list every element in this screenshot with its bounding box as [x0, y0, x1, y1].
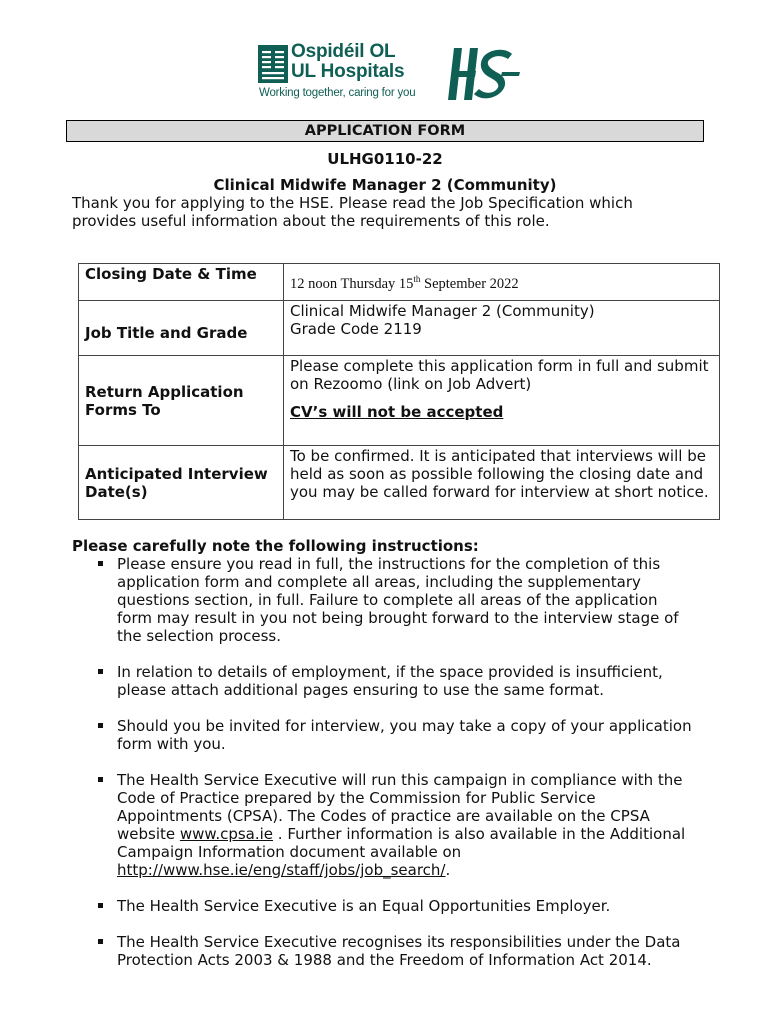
- ul-hospitals-name: [291, 42, 404, 82]
- closing-date-label: Closing Date & Time: [79, 264, 284, 301]
- reference-number: ULHG0110-22: [327, 150, 443, 168]
- instructions-heading: Please carefully note the following instructions:: [72, 537, 479, 555]
- job-title-heading: Clinical Midwife Manager 2 (Community): [213, 176, 557, 194]
- intro-line: provides useful information about the requirements of this role.: [72, 212, 550, 230]
- intro-text: [72, 194, 712, 230]
- form-title: APPLICATION FORM: [66, 120, 704, 142]
- intro-line: Thank you for applying to the HSE. Please read the Job Specification which: [72, 194, 633, 212]
- ul-hospitals-tagline: Working together, caring for you: [259, 87, 416, 99]
- list-item: Should you be invited for interview, you may take a copy of your application form with you.: [96, 717, 720, 753]
- interview-dates-label: Anticipated Interview Date(s): [79, 446, 284, 520]
- bullet-icon: [98, 777, 103, 782]
- row-interview-dates: [79, 446, 720, 520]
- row-return-forms: [79, 356, 720, 446]
- hse-job-search-link[interactable]: http://www.hse.ie/eng/staff/jobs/job_search/: [117, 861, 446, 879]
- cpsa-website-link[interactable]: www.cpsa.ie: [179, 825, 274, 843]
- job-title-value: Clinical Midwife Manager 2 (Community) Grade Code 2119: [284, 301, 720, 356]
- list-item: The Health Service Executive is an Equal Opportunities Employer.: [96, 897, 720, 915]
- instructions-list: [96, 555, 720, 969]
- ul-hospitals-line2: UL Hospitals: [291, 61, 405, 82]
- list-item: In relation to details of employment, if the space provided is insufficient, please attach additional pages ensuring to use the same format.: [96, 663, 720, 699]
- hse-logo: [442, 44, 520, 104]
- bullet-icon: [98, 903, 103, 908]
- row-job-title: [79, 301, 720, 356]
- closing-date-value: 12 noon Thursday 15th September 2022: [284, 264, 720, 301]
- list-item: Please ensure you read in full, the instructions for the completion of this application form and complete all areas, including the supplementary questions section, in full. Failure to complete all areas of the application form may result in you not being brought forward to the interview stage of the selection process.: [96, 555, 720, 645]
- bullet-icon: [98, 561, 103, 566]
- ul-hospitals-logo: [258, 42, 428, 104]
- list-item: The Health Service Executive recognises its responsibilities under the Data Protection Acts 2003 & 1988 and the Freedom of Information Act 2014.: [96, 933, 720, 969]
- cv-note: CV’s will not be accepted: [290, 403, 504, 421]
- ul-hospitals-building-icon: [258, 45, 288, 83]
- list-item: The Health Service Executive will run this campaign in compliance with the Code of Practice prepared by the Commission for Public Service Appointments (CPSA). The Codes of practice are available on the CPSA website www.cpsa.ie . Further information is also available in the Additional Campaign Information document available on http://www.hse.ie/eng/staff/jobs/job_search/.: [96, 771, 720, 879]
- ul-hospitals-line1: Ospidéil OL: [291, 41, 396, 62]
- interview-dates-value: To be confirmed. It is anticipated that interviews will be held as soon as possible following the closing date and you may be called forward for interview at short notice.: [284, 446, 720, 520]
- return-forms-value: Please complete this application form in full and submit on Rezoomo (link on Job Advert) CV’s will not be accepted: [284, 356, 720, 446]
- bullet-icon: [98, 939, 103, 944]
- return-forms-label: Return Application Forms To: [79, 356, 284, 446]
- bullet-icon: [98, 669, 103, 674]
- bullet-icon: [98, 723, 103, 728]
- job-info-table: [78, 263, 720, 520]
- row-closing-date: [79, 264, 720, 301]
- job-title-label: Job Title and Grade: [79, 301, 284, 356]
